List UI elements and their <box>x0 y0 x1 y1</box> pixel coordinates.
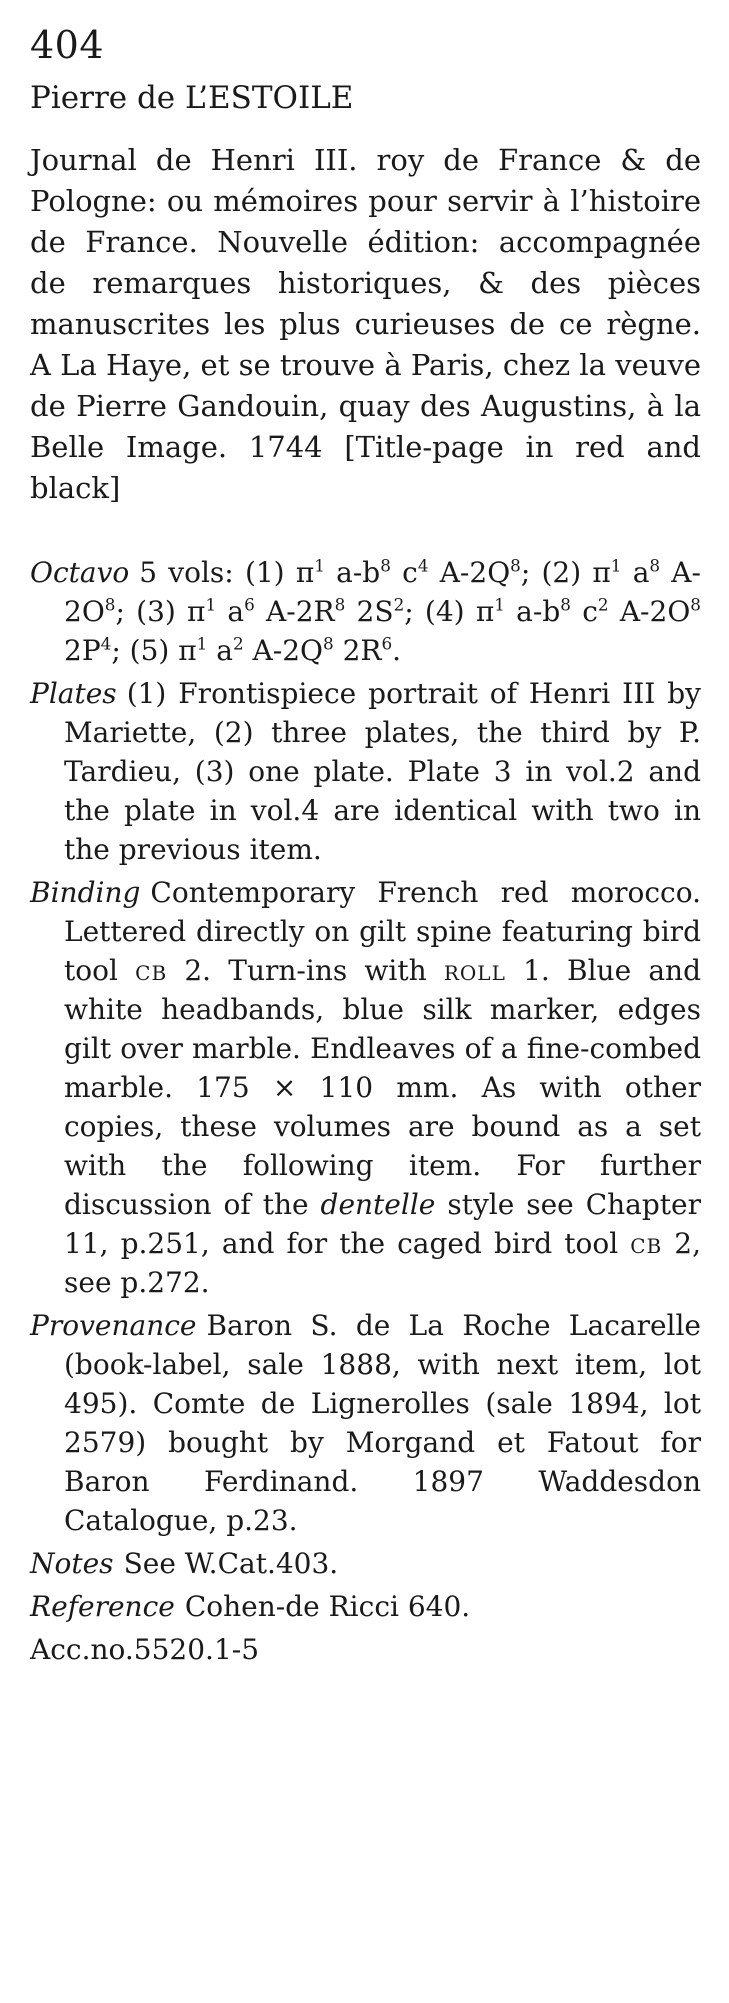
collation-sup: 6 <box>244 594 255 615</box>
plates-text: (1) Frontispiece portrait of Henri III by Mariette, (2) three plates, the third by P. Tardieu, (3) one plate. Plate 3 in vol.2 and the plate in vol.4 are identical with two in the previous item. <box>64 677 701 866</box>
notes-label: Notes <box>30 1547 114 1580</box>
notes-text: See W.Cat.403. <box>123 1547 339 1580</box>
reference-text: Cohen-de Ricci 640. <box>184 1590 471 1623</box>
collation-text: c <box>570 595 598 628</box>
collation-text: ; (2) π <box>520 556 611 589</box>
provenance-entry <box>30 1306 701 1540</box>
plates-entry <box>30 674 701 869</box>
binding-text: 2. Turn-ins with <box>167 954 444 987</box>
book-title: Journal de Henri III. roy de France & de Pologne: ou mémoires pour servir à l’histoire de France. Nouvelle édition: accompagnée de remarques historiques, & des pièces manuscrites les plus curieuses de ce règne. A La Haye, et se trouve à Paris, chez la veuve de Pierre Gandouin, quay des Augustins, à la Belle Image. 1744 [Title-page in red and black] <box>30 143 701 505</box>
collation-text: ; (5) π <box>111 634 197 667</box>
binding-text: style see Chapter 11, p.251, and for the caged bird tool <box>64 1188 701 1260</box>
collation-text: a <box>621 556 650 589</box>
tool-code: cb <box>630 1227 663 1260</box>
collation-sup: 2 <box>393 594 405 615</box>
binding-text: 1. Blue and white headbands, blue silk marker, edges gilt over marble. Endleaves of a fine-combed marble. 175 × 110 mm. As with other copies, these volumes are bound as a set with the following item. For further discussion of the <box>64 954 702 1221</box>
collation-sup: 6 <box>381 633 393 654</box>
provenance-label: Provenance <box>30 1309 197 1342</box>
collation-text: 5 vols: (1) π <box>139 556 315 589</box>
collation-sup: 1 <box>314 555 325 576</box>
reference-label: Reference <box>30 1590 175 1623</box>
collation-sup: 1 <box>610 555 622 576</box>
octavo-label: Octavo <box>30 556 130 589</box>
collation-sup: 1 <box>205 594 217 615</box>
collation-text: a-b <box>324 556 381 589</box>
author-name: Pierre de L’ESTOILE <box>30 80 354 116</box>
collation-sup: 8 <box>510 555 521 576</box>
collation-sup: 1 <box>494 594 505 615</box>
collation-text: 2P <box>64 634 101 667</box>
item-number: 404 <box>30 23 105 67</box>
collation-text: A-2Q <box>243 634 323 667</box>
collation-text: 2S <box>345 595 394 628</box>
collation-text: c <box>390 556 418 589</box>
collation-sup: 4 <box>417 555 429 576</box>
collation-text: 2R <box>333 634 382 667</box>
collation-text: A-2O <box>64 556 701 628</box>
collation-sup: 2 <box>597 594 609 615</box>
collation-sup: 8 <box>649 555 661 576</box>
collation-sup: 8 <box>380 555 391 576</box>
accession-number: Acc.no.5520.1-5 <box>30 1633 260 1666</box>
collation-text: ; (4) π <box>404 595 495 628</box>
collation-sup: 8 <box>560 594 571 615</box>
tool-code: roll <box>443 954 506 987</box>
collation-text: a-b <box>504 595 561 628</box>
collation-text: ; (3) π <box>115 595 206 628</box>
collation-text: A-2R <box>254 595 335 628</box>
collation-sup: 4 <box>100 633 112 654</box>
tool-code: cb <box>135 954 168 987</box>
dentelle-term: dentelle <box>320 1188 436 1221</box>
collation-sup: 2 <box>232 633 244 654</box>
binding-text: Contemporary French red morocco. Lettered directly on gilt spine featuring bird tool <box>64 876 701 987</box>
collation-sup: 8 <box>322 633 334 654</box>
binding-text: 2, see p.272. <box>64 1227 701 1299</box>
binding-entry <box>30 873 701 1302</box>
collation-text: A-2Q <box>428 556 511 589</box>
collation-sup: 8 <box>334 594 346 615</box>
plates-label: Plates <box>30 677 117 710</box>
collation-sup: 1 <box>196 633 208 654</box>
collation-sup: 8 <box>690 594 701 615</box>
octavo-entry <box>30 553 701 670</box>
provenance-text: Baron S. de La Roche Lacarelle (book-label, sale 1888, with next item, lot 495). Comte de Lignerolles (sale 1894, lot 2579) bought by Morgand et Fatout for Baron Ferdinand. 1897 Waddesdon Catalogue, p.23. <box>64 1309 701 1537</box>
collation-text: a <box>216 595 245 628</box>
notes-entry <box>30 1544 701 1583</box>
collation-text: a <box>207 634 233 667</box>
collation-text: A-2O <box>608 595 691 628</box>
binding-label: Binding <box>30 876 141 909</box>
reference-entry <box>30 1587 701 1626</box>
collation-text: . <box>392 634 402 667</box>
collation-sup: 8 <box>104 594 116 615</box>
